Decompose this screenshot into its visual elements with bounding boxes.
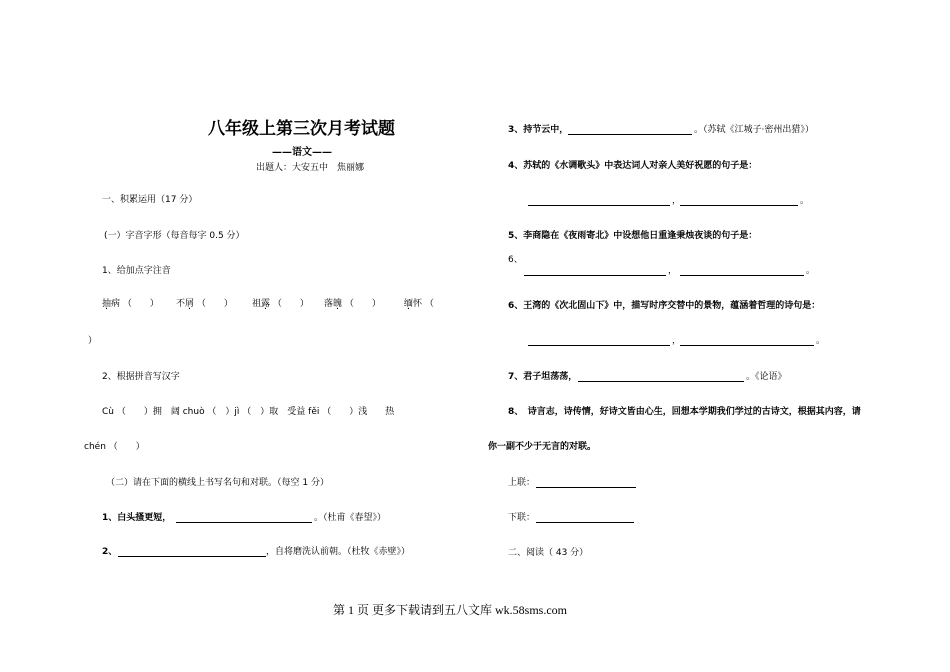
pinyin-blank[interactable]: （ (424, 299, 434, 309)
pinyin-word-start: 祖 (252, 299, 262, 309)
pinyin-word-rest: 怀 (413, 299, 423, 309)
section-2-heading: 二、阅读（ 43 分） (508, 548, 589, 558)
pinyin-char: 缅 (404, 299, 414, 309)
right-q6-sep: ， (672, 336, 682, 346)
pinyin-item-4 (324, 298, 381, 310)
part-2-heading: （二）请在下面的横线上书写名句和对联。（每空 1 分） (106, 478, 329, 488)
pinyin-char: 屑 (185, 299, 195, 309)
pinyin-item-5 (404, 298, 434, 310)
right-q4-prompt: 4、苏轼的《水调歌头》中表达词人对亲人美好祝愿的句子是： (508, 161, 758, 171)
right-q5-end: 。 (806, 266, 816, 276)
couplet-q1-end: 。（杜甫《春望》） (314, 513, 387, 523)
right-q3-blank[interactable] (568, 134, 692, 135)
subject-label: ——语文—— (272, 147, 332, 158)
right-q4-blank-2[interactable] (680, 205, 798, 206)
couplet-q2-end: ，自将磨洗认前朝。（杜牧《赤壁》） (266, 547, 411, 557)
couplet-q1-blank[interactable] (176, 522, 312, 523)
upper-couplet-label: 上联： (508, 478, 536, 488)
pinyin-blank[interactable]: （ ） (122, 299, 159, 309)
right-q6-blank-1[interactable] (528, 345, 670, 346)
pinyin-item-1 (102, 298, 159, 310)
pinyin-char: 露 (261, 299, 271, 309)
right-q7-start: 7、君子坦荡荡， (508, 372, 578, 382)
question-1-label: 1、给加点字注音 (102, 266, 171, 276)
hanzi-line-1: Cù （ ）拥 阔 chuò （ ）jì （ ）取 受益 fěi （ ）浅 热 (102, 407, 395, 417)
pinyin-word-start: 落 (324, 299, 334, 309)
right-q7-end: 。《论语》 (746, 372, 787, 382)
pinyin-close-paren: ） (88, 336, 98, 346)
question-2-label: 2、根据拼音写汉字 (102, 372, 180, 382)
right-q8-continued: 你一副不少于无言的对联。 (488, 442, 597, 452)
pinyin-word-rest: 病 (111, 299, 121, 309)
pinyin-char: 魄 (333, 299, 343, 309)
section-1-heading: 一、积累运用（17 分） (102, 195, 198, 205)
right-q4-blank-1[interactable] (528, 205, 670, 206)
upper-couplet-blank[interactable] (536, 487, 636, 488)
right-q5-sep: ， (668, 266, 678, 276)
pinyin-word-start: 不 (176, 299, 186, 309)
right-q5-number: 6、 (508, 255, 523, 265)
right-q5-blank-2[interactable] (680, 275, 804, 276)
pinyin-blank[interactable]: （ ） (196, 299, 233, 309)
right-q3-start: 3、持节云中， (508, 125, 569, 135)
hanzi-line-2: chén （ ） (84, 442, 145, 452)
pinyin-blank[interactable]: （ ） (344, 299, 381, 309)
part-1-heading: (一）字音字形（每音每字 0.5 分） (104, 231, 245, 241)
couplet-q2-start: 2、 (102, 547, 118, 557)
right-q6-prompt: 6、王湾的《次北固山下》中，描写时序交替中的景物，蕴涵着哲理的诗句是： (508, 301, 821, 311)
couplet-q2-blank[interactable] (118, 556, 266, 557)
right-q4-end: 。 (800, 196, 810, 206)
pinyin-item-3 (252, 298, 309, 310)
right-q6-end: 。 (816, 336, 826, 346)
page-footer: 第 1 页 更多下载请到五八文库 wk.58sms.com (333, 603, 568, 617)
author-line: 出题人：大安五中 焦丽娜 (256, 163, 365, 173)
pinyin-item-2 (176, 298, 233, 310)
lower-couplet-label: 下联： (508, 513, 536, 523)
right-q8-prompt: 8、 诗言志，诗传情，好诗文皆由心生，回想本学期我们学过的古诗文，根据其内容，请 (508, 407, 861, 417)
right-q6-blank-2[interactable] (680, 345, 814, 346)
right-q5-blank-1[interactable] (524, 275, 666, 276)
right-q3-end: 。（苏轼《江城子·密州出猎》） (694, 125, 814, 135)
couplet-q1-start: 1、白头搔更短， (102, 513, 172, 523)
page-title: 八年级上第三次月考试题 (208, 119, 395, 139)
right-q4-sep: ， (672, 196, 682, 206)
right-q5-prompt: 5、李商隐在《夜雨寄北》中设想他日重逢秉烛夜谈的句子是： (508, 231, 758, 241)
pinyin-blank[interactable]: （ ） (272, 299, 309, 309)
lower-couplet-blank[interactable] (536, 522, 634, 523)
right-q7-blank[interactable] (578, 381, 744, 382)
pinyin-char: 抽 (102, 299, 112, 309)
